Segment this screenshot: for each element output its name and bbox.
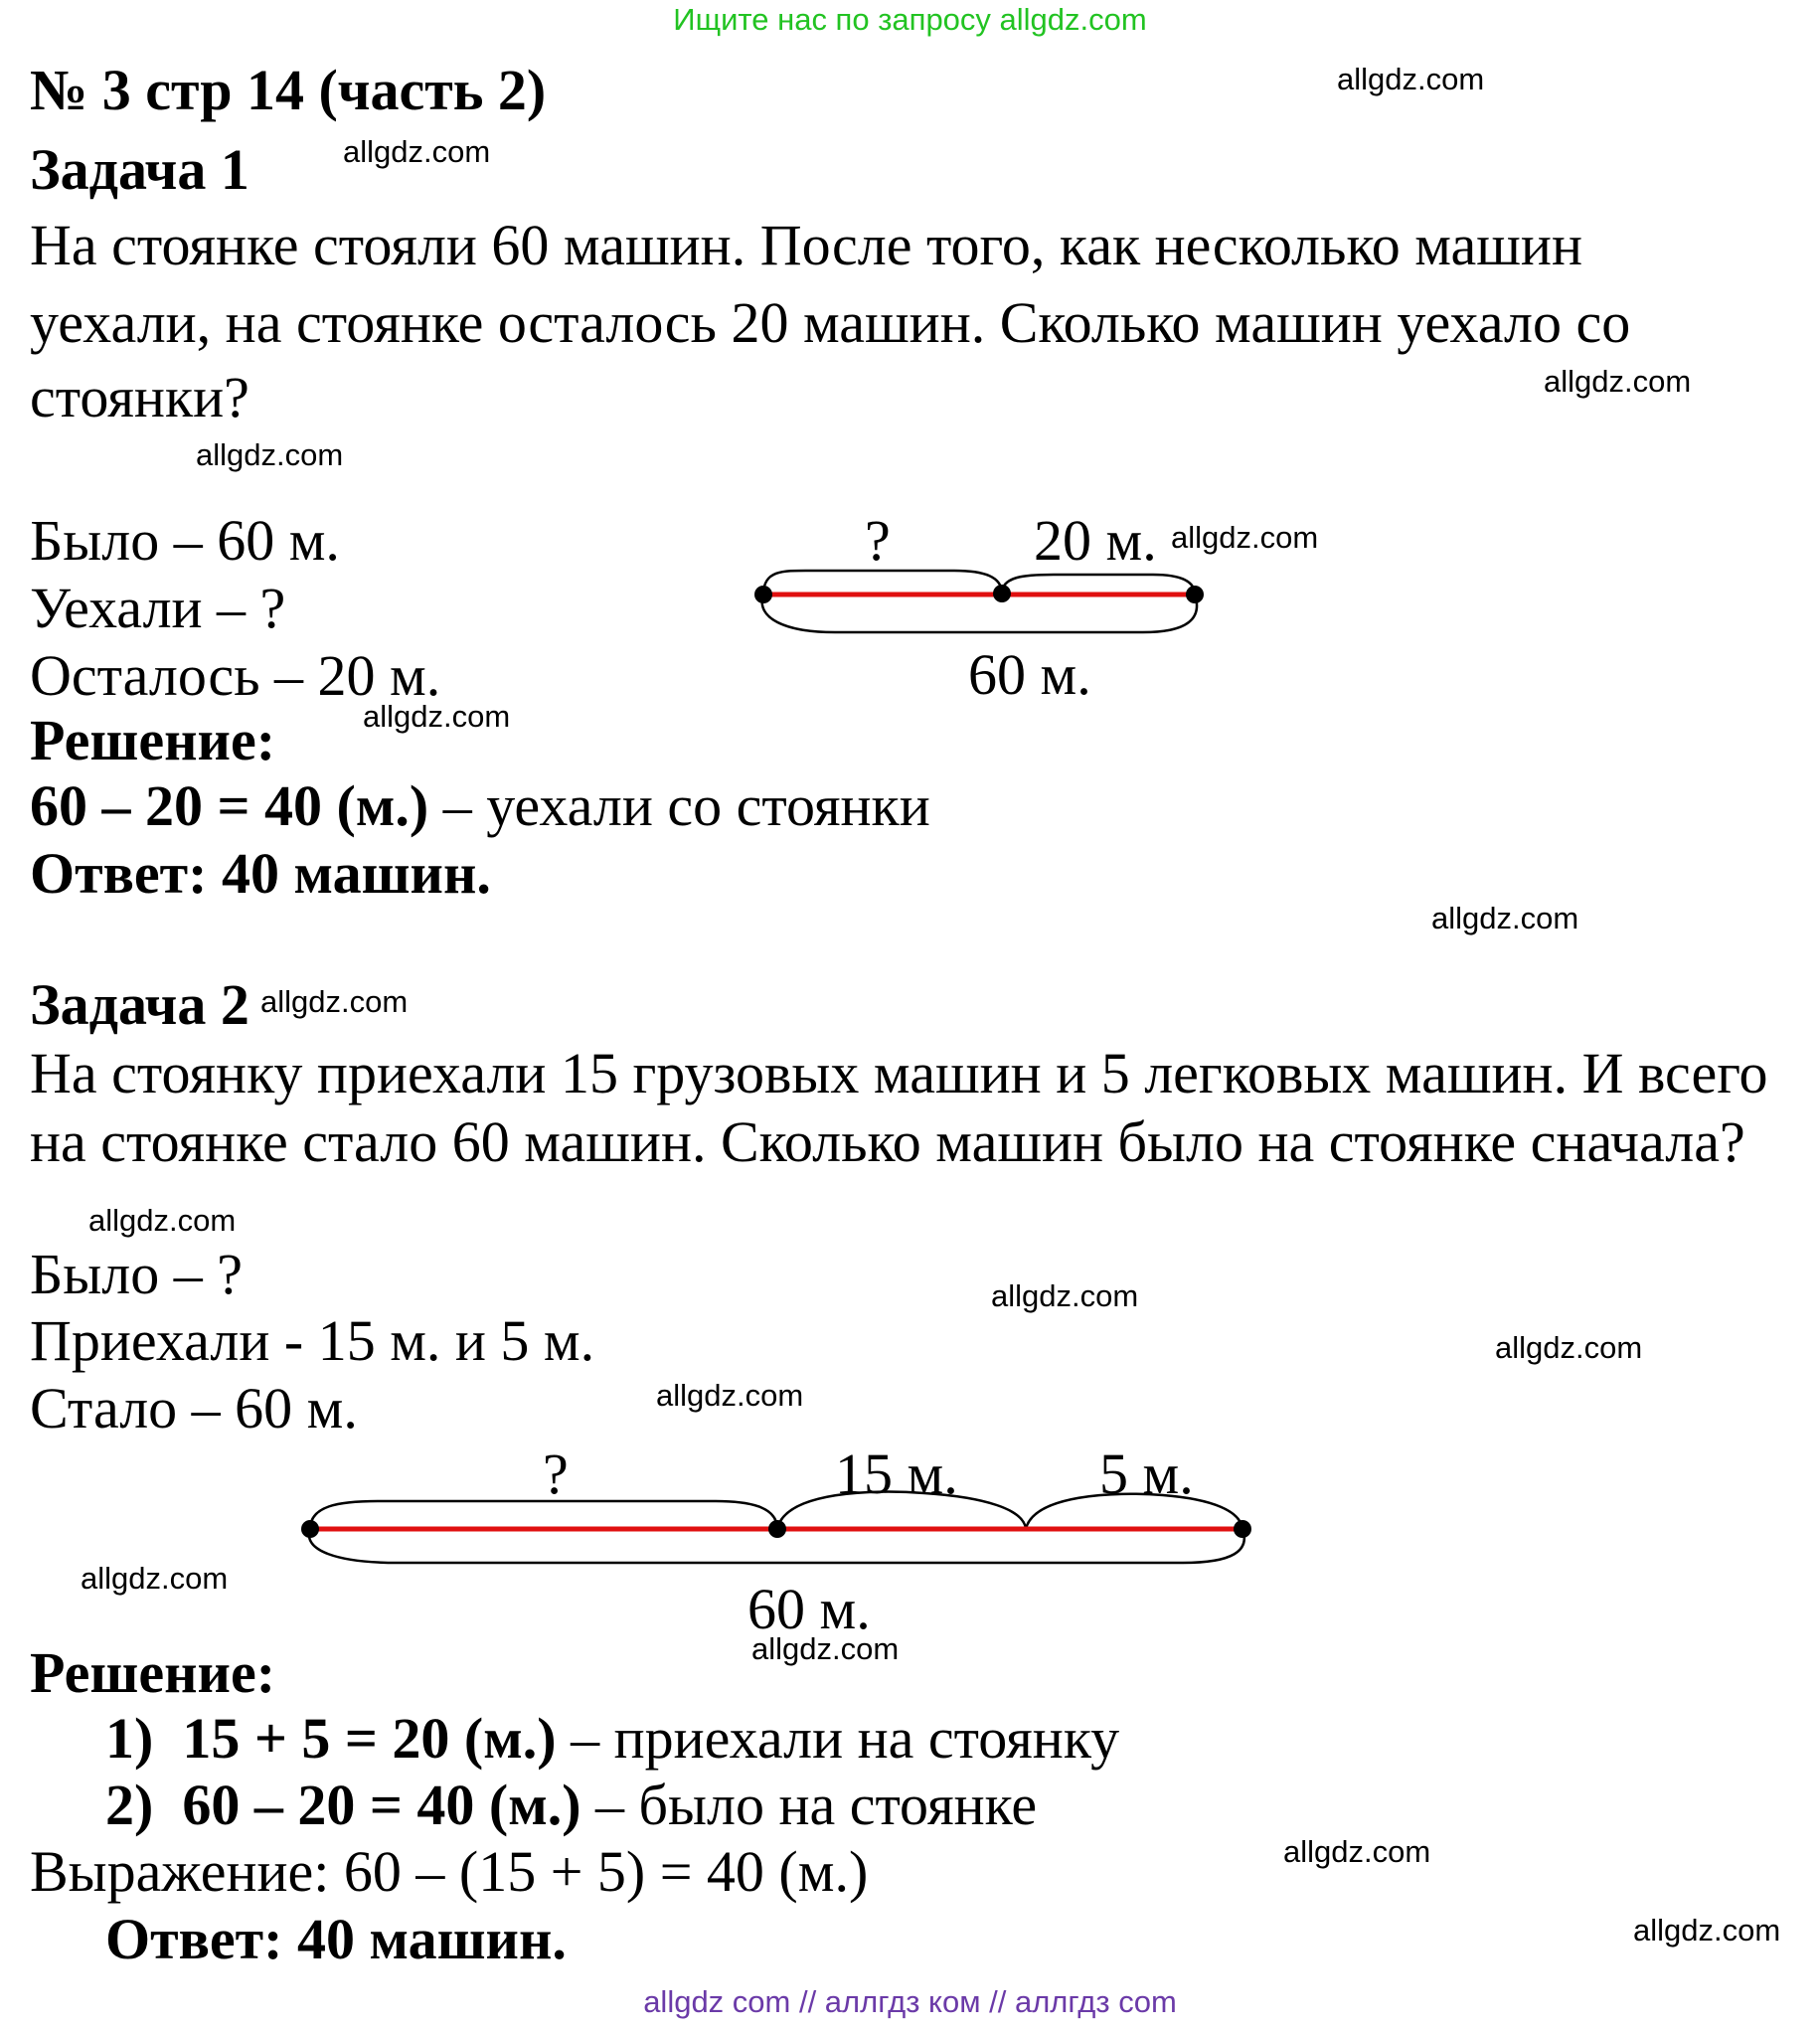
task1-solution-note: – уехали со стоянки (428, 773, 930, 838)
task2-step (105, 1773, 1038, 1837)
watermark: allgdz.com (1283, 1834, 1431, 1869)
task1-text-line: уехали, на стоянке осталось 20 машин. Сколько машин уехало со (30, 290, 1631, 355)
top-banner: Ищите нас по запросу allgdz.com (673, 2, 1147, 37)
task2-step-expr: 60 – 20 = 40 (м.) (182, 1773, 581, 1837)
task2-step-expr: 15 + 5 = 20 (м.) (182, 1706, 557, 1771)
task1-diagram-total-label: 60 м. (968, 642, 1091, 707)
task1-title: Задача 1 (30, 137, 249, 202)
watermark: allgdz.com (656, 1378, 804, 1413)
task1-answer: Ответ: 40 машин. (30, 841, 491, 906)
watermark: allgdz.com (991, 1278, 1139, 1313)
task2-brace-part1 (777, 1492, 1026, 1529)
watermark: allgdz.com (260, 984, 409, 1019)
watermark: allgdz.com (81, 1561, 229, 1596)
watermark: allgdz.com (196, 437, 344, 472)
task2-segment-point (768, 1520, 786, 1538)
task2-diagram-part1-label: 15 м. (835, 1441, 958, 1506)
task1-solution-expr: 60 – 20 = 40 (м.) (30, 773, 429, 838)
watermark: allgdz.com (1337, 62, 1485, 96)
watermark: allgdz.com (1431, 901, 1579, 935)
task2-step-num: 1) (105, 1706, 154, 1771)
task2-step-note: – было на стоянке (580, 1773, 1038, 1837)
watermark: allgdz.com (1544, 364, 1692, 399)
task2-diagram-total-label: 60 м. (747, 1577, 871, 1641)
footer-links: allgdz com // аллгдз ком // аллгдз com (643, 1984, 1177, 2019)
task1-given-line: Уехали – ? (30, 576, 286, 640)
page-title: № 3 стр 14 (часть 2) (30, 58, 547, 122)
task2-answer: Ответ: 40 машин. (105, 1907, 567, 1971)
task2-given-line: Приехали - 15 м. и 5 м. (30, 1308, 595, 1373)
task1-diagram-unknown-label: ? (865, 508, 891, 573)
task2-step-note: – приехали на стоянку (556, 1706, 1120, 1771)
task2-given-line: Было – ? (30, 1242, 243, 1306)
task2-diagram-unknown-label: ? (543, 1441, 569, 1506)
task2-solution-title: Решение: (30, 1640, 276, 1705)
task1-given-line: Было – 60 м. (30, 508, 340, 573)
watermark: allgdz.com (1633, 1913, 1781, 1947)
task1-given-line: Осталось – 20 м. (30, 643, 441, 708)
watermark: allgdz.com (1495, 1330, 1643, 1365)
task1-text-line: На стоянке стояли 60 машин. После того, как несколько машин (30, 213, 1582, 277)
task2-given-line: Стало – 60 м. (30, 1376, 358, 1440)
task2-diagram-part2-label: 5 м. (1099, 1441, 1194, 1506)
task2-segment-point (1234, 1520, 1251, 1538)
task2-text-line: на стоянке стало 60 машин. Сколько машин было на стоянке сначала? (30, 1109, 1745, 1174)
task1-diagram-part-label: 20 м. (1034, 508, 1157, 573)
task1-text-line: стоянки? (30, 365, 249, 429)
task1-solution-title: Решение: (30, 708, 276, 772)
watermark: allgdz.com (363, 699, 511, 734)
task2-expression: Выражение: 60 – (15 + 5) = 40 (м.) (30, 1839, 869, 1904)
task2-text-line: На стоянку приехали 15 грузовых машин и 5 легковых машин. И всего (30, 1041, 1768, 1105)
watermark: allgdz.com (751, 1631, 900, 1666)
task2-brace-unknown (310, 1501, 777, 1529)
task2-brace-part2 (1026, 1494, 1242, 1529)
watermark: allgdz.com (88, 1203, 237, 1238)
task2-step (105, 1706, 1120, 1771)
task2-title: Задача 2 (30, 972, 249, 1037)
task2-step-num: 2) (105, 1773, 154, 1837)
task2-segment-point (301, 1520, 319, 1538)
watermark: allgdz.com (1171, 520, 1319, 555)
watermark: allgdz.com (343, 134, 491, 169)
